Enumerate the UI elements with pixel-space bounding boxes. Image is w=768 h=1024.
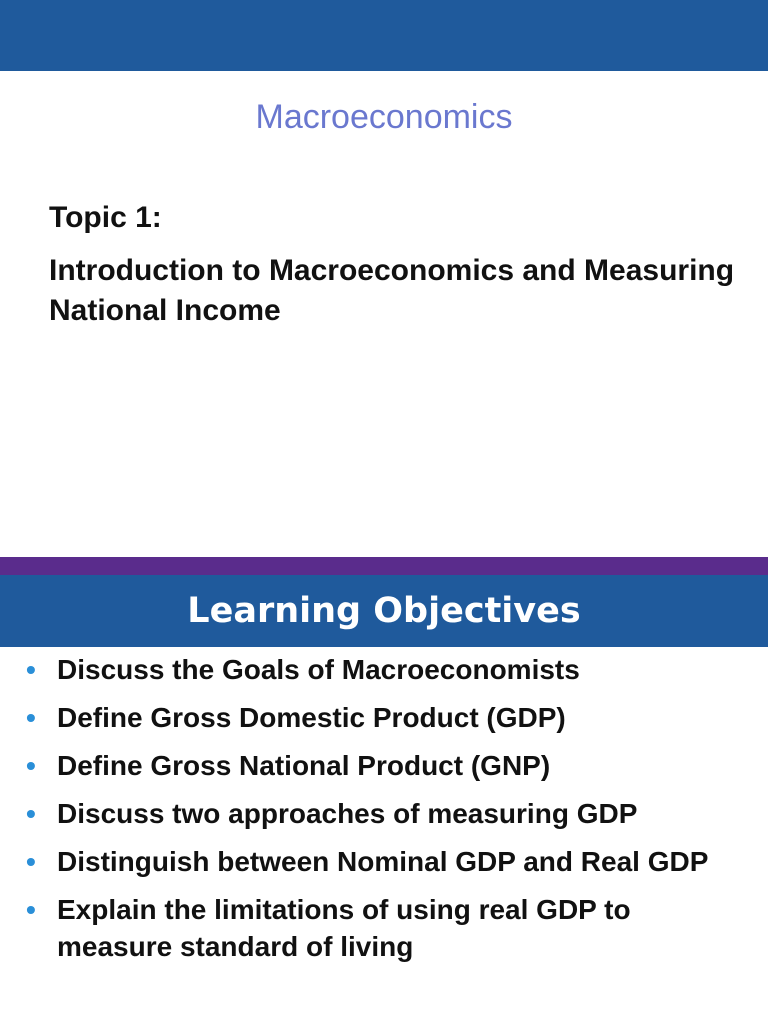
topic-text: Introduction to Macroeconomics and Measuring National Income (49, 254, 735, 327)
bullet-icon: • (26, 750, 36, 781)
objective-item (0, 699, 768, 736)
objective-item (0, 795, 768, 832)
bullet-icon: • (26, 702, 36, 733)
bullet-icon: • (26, 894, 36, 925)
topic-label: Topic 1: (49, 201, 162, 234)
slide-divider-band (0, 557, 768, 575)
bullet-icon: • (26, 654, 36, 685)
objective-item (0, 651, 768, 688)
slide1-header-bar (0, 0, 768, 71)
objective-text: Explain the limitations of using real GDP to measure standard of living (57, 894, 631, 962)
objective-text: Define Gross Domestic Product (GDP) (57, 702, 566, 733)
objective-text: Distinguish between Nominal GDP and Real GDP (57, 846, 709, 877)
slide2-header-bar (0, 575, 768, 647)
objective-item (0, 843, 768, 880)
slide1-title: Macroeconomics (255, 98, 513, 136)
objective-item (0, 891, 768, 965)
learning-objectives-list (0, 651, 768, 976)
bullet-icon: • (26, 798, 36, 829)
objective-text: Discuss the Goals of Macroeconomists (57, 654, 580, 685)
objective-text: Define Gross National Product (GNP) (57, 750, 551, 781)
objective-text: Discuss two approaches of measuring GDP (57, 798, 638, 829)
bullet-icon: • (26, 846, 36, 877)
objective-item (0, 747, 768, 784)
slide2-title: Learning Objectives (187, 591, 581, 631)
